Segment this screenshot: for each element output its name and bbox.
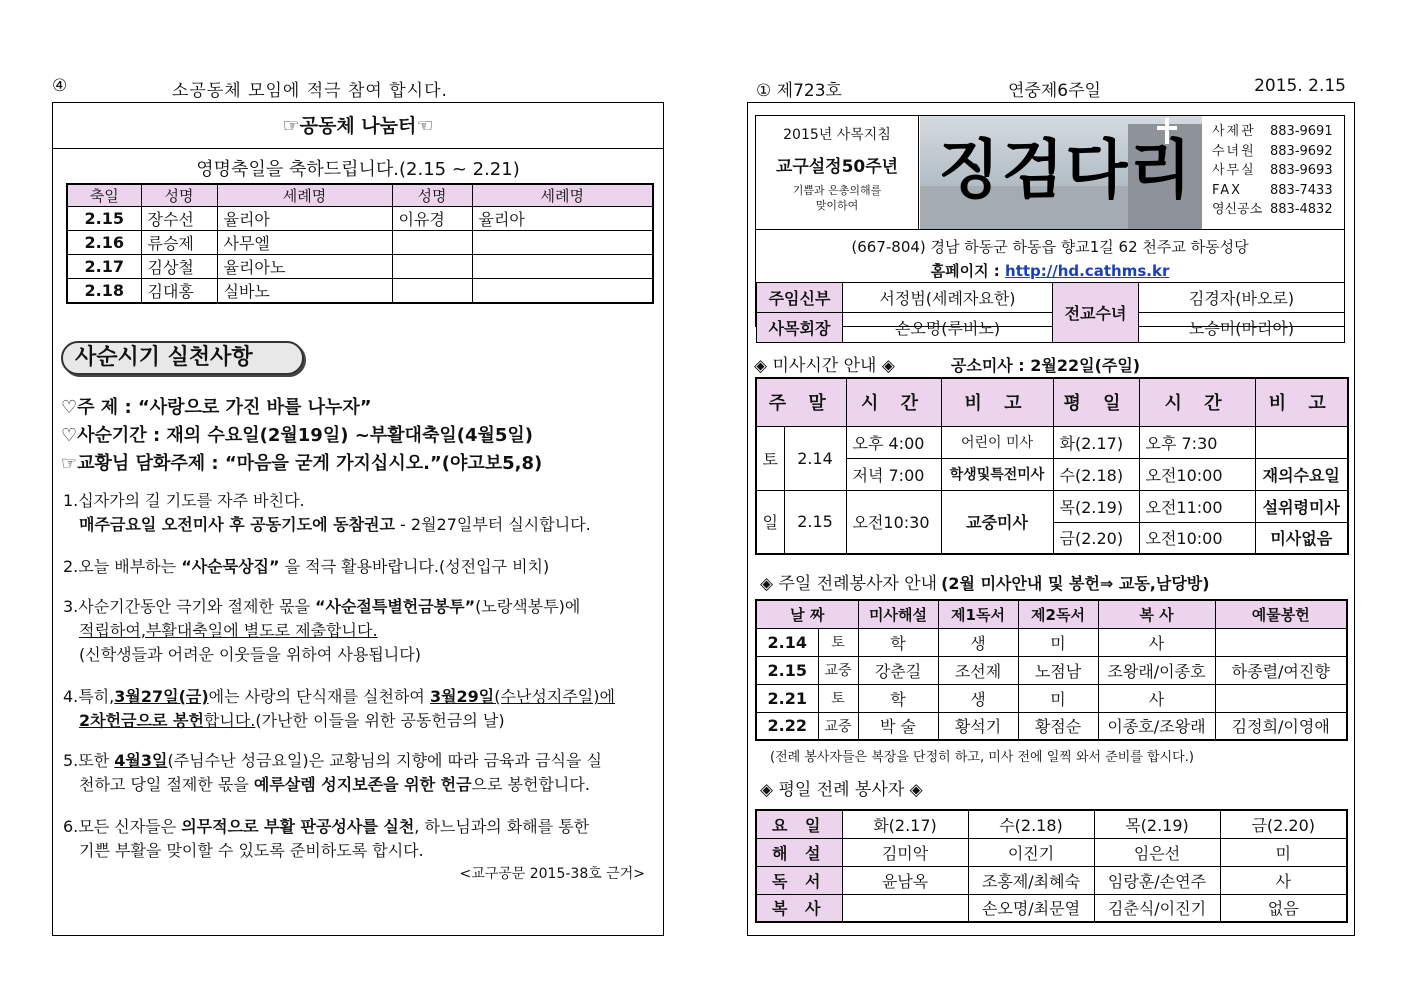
table-row xyxy=(756,684,1347,712)
sunday-servers-heading xyxy=(760,569,1210,594)
church-address-block xyxy=(756,229,1344,281)
server-name: 황점순 xyxy=(1018,712,1098,740)
mass-schedule-table xyxy=(755,377,1349,555)
mass-time: 오후 7:30 xyxy=(1139,426,1255,458)
server-name: 조홍제/최혜숙 xyxy=(968,866,1094,894)
contact-row xyxy=(1212,181,1346,201)
item-underlined-text: 적립하여,부활대축일에 별도로 제출합니다. xyxy=(79,621,378,640)
item-text: 기쁜 부활을 맞이할 수 있도록 준비하도록 합시다. xyxy=(79,841,424,860)
practice-item-1 xyxy=(63,489,658,537)
lent-title: 사순시기 실천사항 xyxy=(61,341,304,375)
table-row xyxy=(757,283,1345,313)
column-header: 평 일 xyxy=(1053,378,1139,426)
column-header: 미사해설 xyxy=(858,600,938,628)
table-row xyxy=(756,866,1347,894)
server-name: 미 xyxy=(1018,684,1098,712)
service-type: 교중 xyxy=(818,656,858,684)
server-name: 박 술 xyxy=(858,712,938,740)
mass-time: 오전10:00 xyxy=(1139,458,1255,490)
baptismal-name: 율리아노 xyxy=(217,255,392,279)
issue-date: 2015. 2.15 xyxy=(1254,76,1346,96)
server-name: 사 xyxy=(1098,684,1215,712)
contact-row xyxy=(1212,161,1346,181)
masthead xyxy=(755,115,1345,338)
right-page-header xyxy=(756,76,1346,102)
guideline-subtitle: 기쁨과 은총의해를 xyxy=(792,184,882,197)
item-bold-text: 4월3일 xyxy=(114,751,168,770)
mass-note: 설위령미사 xyxy=(1255,490,1348,522)
reference-note: <교구공문 2015-38호 근거> xyxy=(459,866,645,882)
mass-time: 오후 4:00 xyxy=(846,426,941,458)
server-name: 학 xyxy=(858,684,938,712)
table-header-row xyxy=(756,600,1347,628)
item-bold-text: “사순절특별헌금봉투” xyxy=(315,597,476,616)
staff-table xyxy=(756,282,1345,343)
guideline-subtitle: 맞이하여 xyxy=(815,199,859,212)
table-row xyxy=(756,628,1347,656)
contact-number: 883-9692 xyxy=(1270,143,1333,159)
mass-note: 재의수요일 xyxy=(1255,458,1348,490)
feast-day: 2.16 xyxy=(67,231,141,255)
liturgical-week: 연중제6주일 xyxy=(1008,81,1101,101)
weekday-date: 수(2.18) xyxy=(1053,458,1139,490)
server-name: 이진기 xyxy=(968,838,1094,866)
column-header: 복 사 xyxy=(1098,600,1215,628)
server-name: 생 xyxy=(938,684,1018,712)
table-row xyxy=(756,894,1347,922)
mission-mass-note: 공소미사 : 2월22일(주일) xyxy=(950,356,1141,375)
table-header-row xyxy=(756,378,1348,426)
server-name xyxy=(1215,628,1347,656)
staff-role: 전교수녀 xyxy=(1053,283,1139,343)
column-header: 성명 xyxy=(141,184,217,207)
person-name: 류승제 xyxy=(141,231,217,255)
practice-item-6 xyxy=(63,815,658,863)
row-label: 복 사 xyxy=(756,894,842,922)
item-text: 3.사순기간동안 극기와 절제한 몫을 xyxy=(63,597,315,616)
item-text: 으로 봉헌합니다. xyxy=(471,775,590,794)
bulletin-logo: 징검다리 xyxy=(938,133,1194,208)
contact-label: 수녀원 xyxy=(1212,143,1256,159)
server-name: 강춘길 xyxy=(858,656,938,684)
servers-duty-note: (2월 미사안내 및 봉헌⇒ 교동,남당방) xyxy=(941,574,1210,593)
item-text: 1.십자가의 길 기도를 자주 바친다. xyxy=(63,491,305,510)
server-name xyxy=(842,894,968,922)
left-page-header xyxy=(52,76,664,102)
staff-role: 주임신부 xyxy=(757,283,843,313)
item-bold-text: 3월29일 xyxy=(429,687,495,706)
baptismal-name xyxy=(472,255,653,279)
service-date: 2.15 xyxy=(756,656,818,684)
table-row xyxy=(756,838,1347,866)
column-header: 세례명 xyxy=(472,184,653,207)
item-text: 에는 사랑의 단식재를 실천하여 xyxy=(208,687,430,706)
mass-time: 저녁 7:00 xyxy=(846,458,941,490)
table-header-row xyxy=(756,810,1347,838)
column-header: 비 고 xyxy=(941,378,1053,426)
mass-note: 교중미사 xyxy=(941,490,1053,554)
row-label: 독 서 xyxy=(756,866,842,894)
table-row xyxy=(67,231,653,255)
server-name: 임랑훈/손연주 xyxy=(1094,866,1220,894)
service-type: 교중 xyxy=(818,712,858,740)
section-title: ☞공동체 나눔터☜ xyxy=(53,103,663,149)
service-type: 토 xyxy=(818,628,858,656)
table-row xyxy=(67,207,653,231)
column-header: 성명 xyxy=(392,184,472,207)
contact-label: 사제관 xyxy=(1212,124,1256,139)
staff-name: 노승미(마리아) xyxy=(1139,313,1345,343)
pastoral-guideline xyxy=(756,116,919,229)
server-name: 미 xyxy=(1220,838,1347,866)
server-name: 미 xyxy=(1018,628,1098,656)
column-header: 수(2.18) xyxy=(968,810,1094,838)
person-name: 장수선 xyxy=(141,207,217,231)
page-number: ④ xyxy=(52,76,68,96)
guideline-year: 2015년 사목지침 xyxy=(783,127,891,143)
weekend-date: 2.14 xyxy=(784,426,846,490)
table-row xyxy=(757,313,1345,343)
server-name: 사 xyxy=(1098,628,1215,656)
person-name xyxy=(392,231,472,255)
server-name: 김춘식/이진기 xyxy=(1094,894,1220,922)
server-name: 임은선 xyxy=(1094,838,1220,866)
server-name: 황석기 xyxy=(938,712,1018,740)
weekend-date: 2.15 xyxy=(784,490,846,554)
item-text: 6.모든 신자들은 xyxy=(63,817,182,836)
weekday-servers-heading: ◈ 평일 전례 봉사자 ◈ xyxy=(760,780,923,800)
homepage-label: 홈페이지 : xyxy=(930,262,1006,280)
item-text: 4.특히, xyxy=(63,687,115,706)
server-name: 손오명/최문열 xyxy=(968,894,1094,922)
item-bold-text: 예루살렘 성지보존을 위한 헌금 xyxy=(253,775,472,794)
contact-number: 883-9691 xyxy=(1270,124,1333,139)
baptismal-name: 율리아 xyxy=(472,207,653,231)
mass-title: ◈ 미사시간 안내 ◈ xyxy=(754,356,895,376)
table-row xyxy=(756,712,1347,740)
feast-day: 2.18 xyxy=(67,279,141,304)
column-header: 축일 xyxy=(67,184,141,207)
item-text: (수난성지주일)에 xyxy=(494,687,615,706)
weekday-date: 목(2.19) xyxy=(1053,490,1139,522)
server-name: 하종렬/여진향 xyxy=(1215,656,1347,684)
service-date: 2.22 xyxy=(756,712,818,740)
table-row xyxy=(67,279,653,304)
mass-note: 어린이 미사 xyxy=(941,426,1053,458)
column-header: 시 간 xyxy=(1139,378,1255,426)
table-row xyxy=(67,255,653,279)
item-text: 2.오늘 배부하는 xyxy=(63,557,182,576)
mass-note: 학생및특전미사 xyxy=(941,458,1053,490)
contact-number: 883-4832 xyxy=(1270,202,1333,217)
issue-number: ① 제723호 xyxy=(756,81,842,101)
column-header: 예물봉헌 xyxy=(1215,600,1347,628)
feast-day: 2.17 xyxy=(67,255,141,279)
item-text: 을 적극 활용바랍니다.(성전입구 비치) xyxy=(279,557,550,576)
person-name xyxy=(392,279,472,304)
person-name: 이유경 xyxy=(392,207,472,231)
column-header: 제1독서 xyxy=(938,600,1018,628)
item-text: (노랑색봉투)에 xyxy=(475,597,581,616)
baptismal-name: 율리아 xyxy=(217,207,392,231)
guideline-theme: 교구설정50주년 xyxy=(775,157,899,177)
staff-name: 손오명(루비노) xyxy=(843,313,1053,343)
contact-list xyxy=(1202,116,1346,229)
person-name: 김대홍 xyxy=(141,279,217,304)
contact-label: FAX xyxy=(1212,182,1243,198)
service-date: 2.21 xyxy=(756,684,818,712)
row-label: 요 일 xyxy=(756,810,842,838)
mass-time: 오전11:00 xyxy=(1139,490,1255,522)
table-row xyxy=(756,490,1348,522)
item-bold-text: 의무적으로 부활 판공성사를 실천 xyxy=(181,817,415,836)
item-text: (주님수난 성금요일)은 교황님의 지향에 따라 금육과 금식을 실 xyxy=(167,751,602,770)
baptismal-name xyxy=(472,231,653,255)
feast-heading: 영명축일을 축하드립니다.(2.15 ~ 2.21) xyxy=(196,159,520,180)
pope-message-theme: ☞교황님 담화주제 : “마음을 굳게 가지십시오.”(야고보5,8) xyxy=(61,453,543,474)
column-header: 비 고 xyxy=(1255,378,1348,426)
table-header-row xyxy=(67,184,653,207)
feast-day: 2.15 xyxy=(67,207,141,231)
table-row xyxy=(756,426,1348,458)
item-text: , 하느님과의 화해를 통한 xyxy=(414,817,590,836)
mass-time: 오전10:30 xyxy=(846,490,941,554)
server-name: 사 xyxy=(1220,866,1347,894)
server-name: 이종호/조왕래 xyxy=(1098,712,1215,740)
baptismal-name xyxy=(472,279,653,304)
server-name: 없음 xyxy=(1220,894,1347,922)
server-name: 노점남 xyxy=(1018,656,1098,684)
church-photo-logo xyxy=(920,116,1202,229)
contact-row xyxy=(1212,122,1346,142)
contact-number: 883-9693 xyxy=(1270,163,1333,178)
server-name: 윤남옥 xyxy=(842,866,968,894)
service-type: 토 xyxy=(818,684,858,712)
practice-item-5 xyxy=(63,749,658,797)
lent-theme: ♡주 제 : “사랑으로 가진 바를 나누자” xyxy=(61,397,372,418)
item-bold-text: “사순묵상집” xyxy=(181,557,280,576)
item-bold-text: 3월27일(금) xyxy=(114,687,209,706)
staff-role: 사목회장 xyxy=(757,313,843,343)
mass-note xyxy=(1255,426,1348,458)
item-text: (신학생들과 어려운 이웃들을 위하여 사용됩니다) xyxy=(79,645,421,664)
feast-table xyxy=(66,183,654,304)
person-name xyxy=(392,255,472,279)
contact-row xyxy=(1212,142,1346,162)
item-bold-text: 2차헌금으로 봉헌 xyxy=(79,711,204,730)
homepage-link[interactable]: http://hd.cathms.kr xyxy=(1005,262,1170,280)
baptismal-name: 실바노 xyxy=(217,279,392,304)
practice-item-4 xyxy=(63,685,658,733)
person-name: 김상철 xyxy=(141,255,217,279)
column-header: 목(2.19) xyxy=(1094,810,1220,838)
item-text: - 2월27일부터 실시합니다. xyxy=(394,515,591,534)
church-address: (667-804) 경남 하동군 하동읍 향교1길 62 천주교 하동성당 xyxy=(851,238,1249,256)
servers-reminder: (전례 봉사자들은 복장을 단정히 하고, 미사 전에 일찍 와서 준비를 합시다.) xyxy=(770,750,1194,765)
contact-number: 883-7433 xyxy=(1270,182,1333,198)
column-header: 제2독서 xyxy=(1018,600,1098,628)
server-name: 조선제 xyxy=(938,656,1018,684)
column-header: 시 간 xyxy=(846,378,941,426)
contact-label: 사무실 xyxy=(1212,163,1256,178)
server-name: 생 xyxy=(938,628,1018,656)
server-name: 조왕래/이종호 xyxy=(1098,656,1215,684)
column-header: 날 짜 xyxy=(756,600,858,628)
item-bold-text: 매주금요일 오전미사 후 공동기도에 동참권고 xyxy=(79,515,395,534)
item-text: 5.또한 xyxy=(63,751,115,770)
weekday-date: 금(2.20) xyxy=(1053,522,1139,554)
row-label: 해 설 xyxy=(756,838,842,866)
practice-item-3 xyxy=(63,595,658,667)
column-header: 주 말 xyxy=(756,378,846,426)
item-text: 천하고 당일 절제한 몫을 xyxy=(79,775,254,794)
contact-row xyxy=(1212,200,1346,220)
mass-schedule-heading xyxy=(754,351,1140,376)
staff-name: 김경자(바오로) xyxy=(1139,283,1345,313)
weekday-date: 화(2.17) xyxy=(1053,426,1139,458)
staff-name: 서정범(세례자요한) xyxy=(843,283,1053,313)
server-name: 김미악 xyxy=(842,838,968,866)
bulletin-front xyxy=(747,102,1355,936)
weekday-servers-table xyxy=(755,809,1348,923)
table-row xyxy=(756,656,1347,684)
mass-note: 미사없음 xyxy=(1255,522,1348,554)
service-date: 2.14 xyxy=(756,628,818,656)
column-header: 금(2.20) xyxy=(1220,810,1347,838)
server-name: 학 xyxy=(858,628,938,656)
sunday-servers-table xyxy=(755,599,1348,741)
practice-item-2 xyxy=(63,555,658,579)
server-name xyxy=(1215,684,1347,712)
baptismal-name: 사무엘 xyxy=(217,231,392,255)
page-slogan: 소공동체 모임에 적극 참여 합시다. xyxy=(172,81,448,101)
server-name: 김정희/이영애 xyxy=(1215,712,1347,740)
contact-label: 영신공소 xyxy=(1212,202,1263,217)
weekend-day: 일 xyxy=(756,490,784,554)
lent-period: ♡사순기간 : 재의 수요일(2월19일) ~부활대축일(4월5일) xyxy=(61,425,533,446)
item-text: 합니다. xyxy=(203,711,256,730)
community-section xyxy=(52,102,664,936)
servers-title: ◈ 주일 전례봉사자 안내 xyxy=(760,574,938,594)
column-header: 세례명 xyxy=(217,184,392,207)
mass-time: 오전10:00 xyxy=(1139,522,1255,554)
weekend-day: 토 xyxy=(756,426,784,490)
item-text: (가난한 이들을 위한 공동헌금의 날) xyxy=(255,711,505,730)
column-header: 화(2.17) xyxy=(842,810,968,838)
